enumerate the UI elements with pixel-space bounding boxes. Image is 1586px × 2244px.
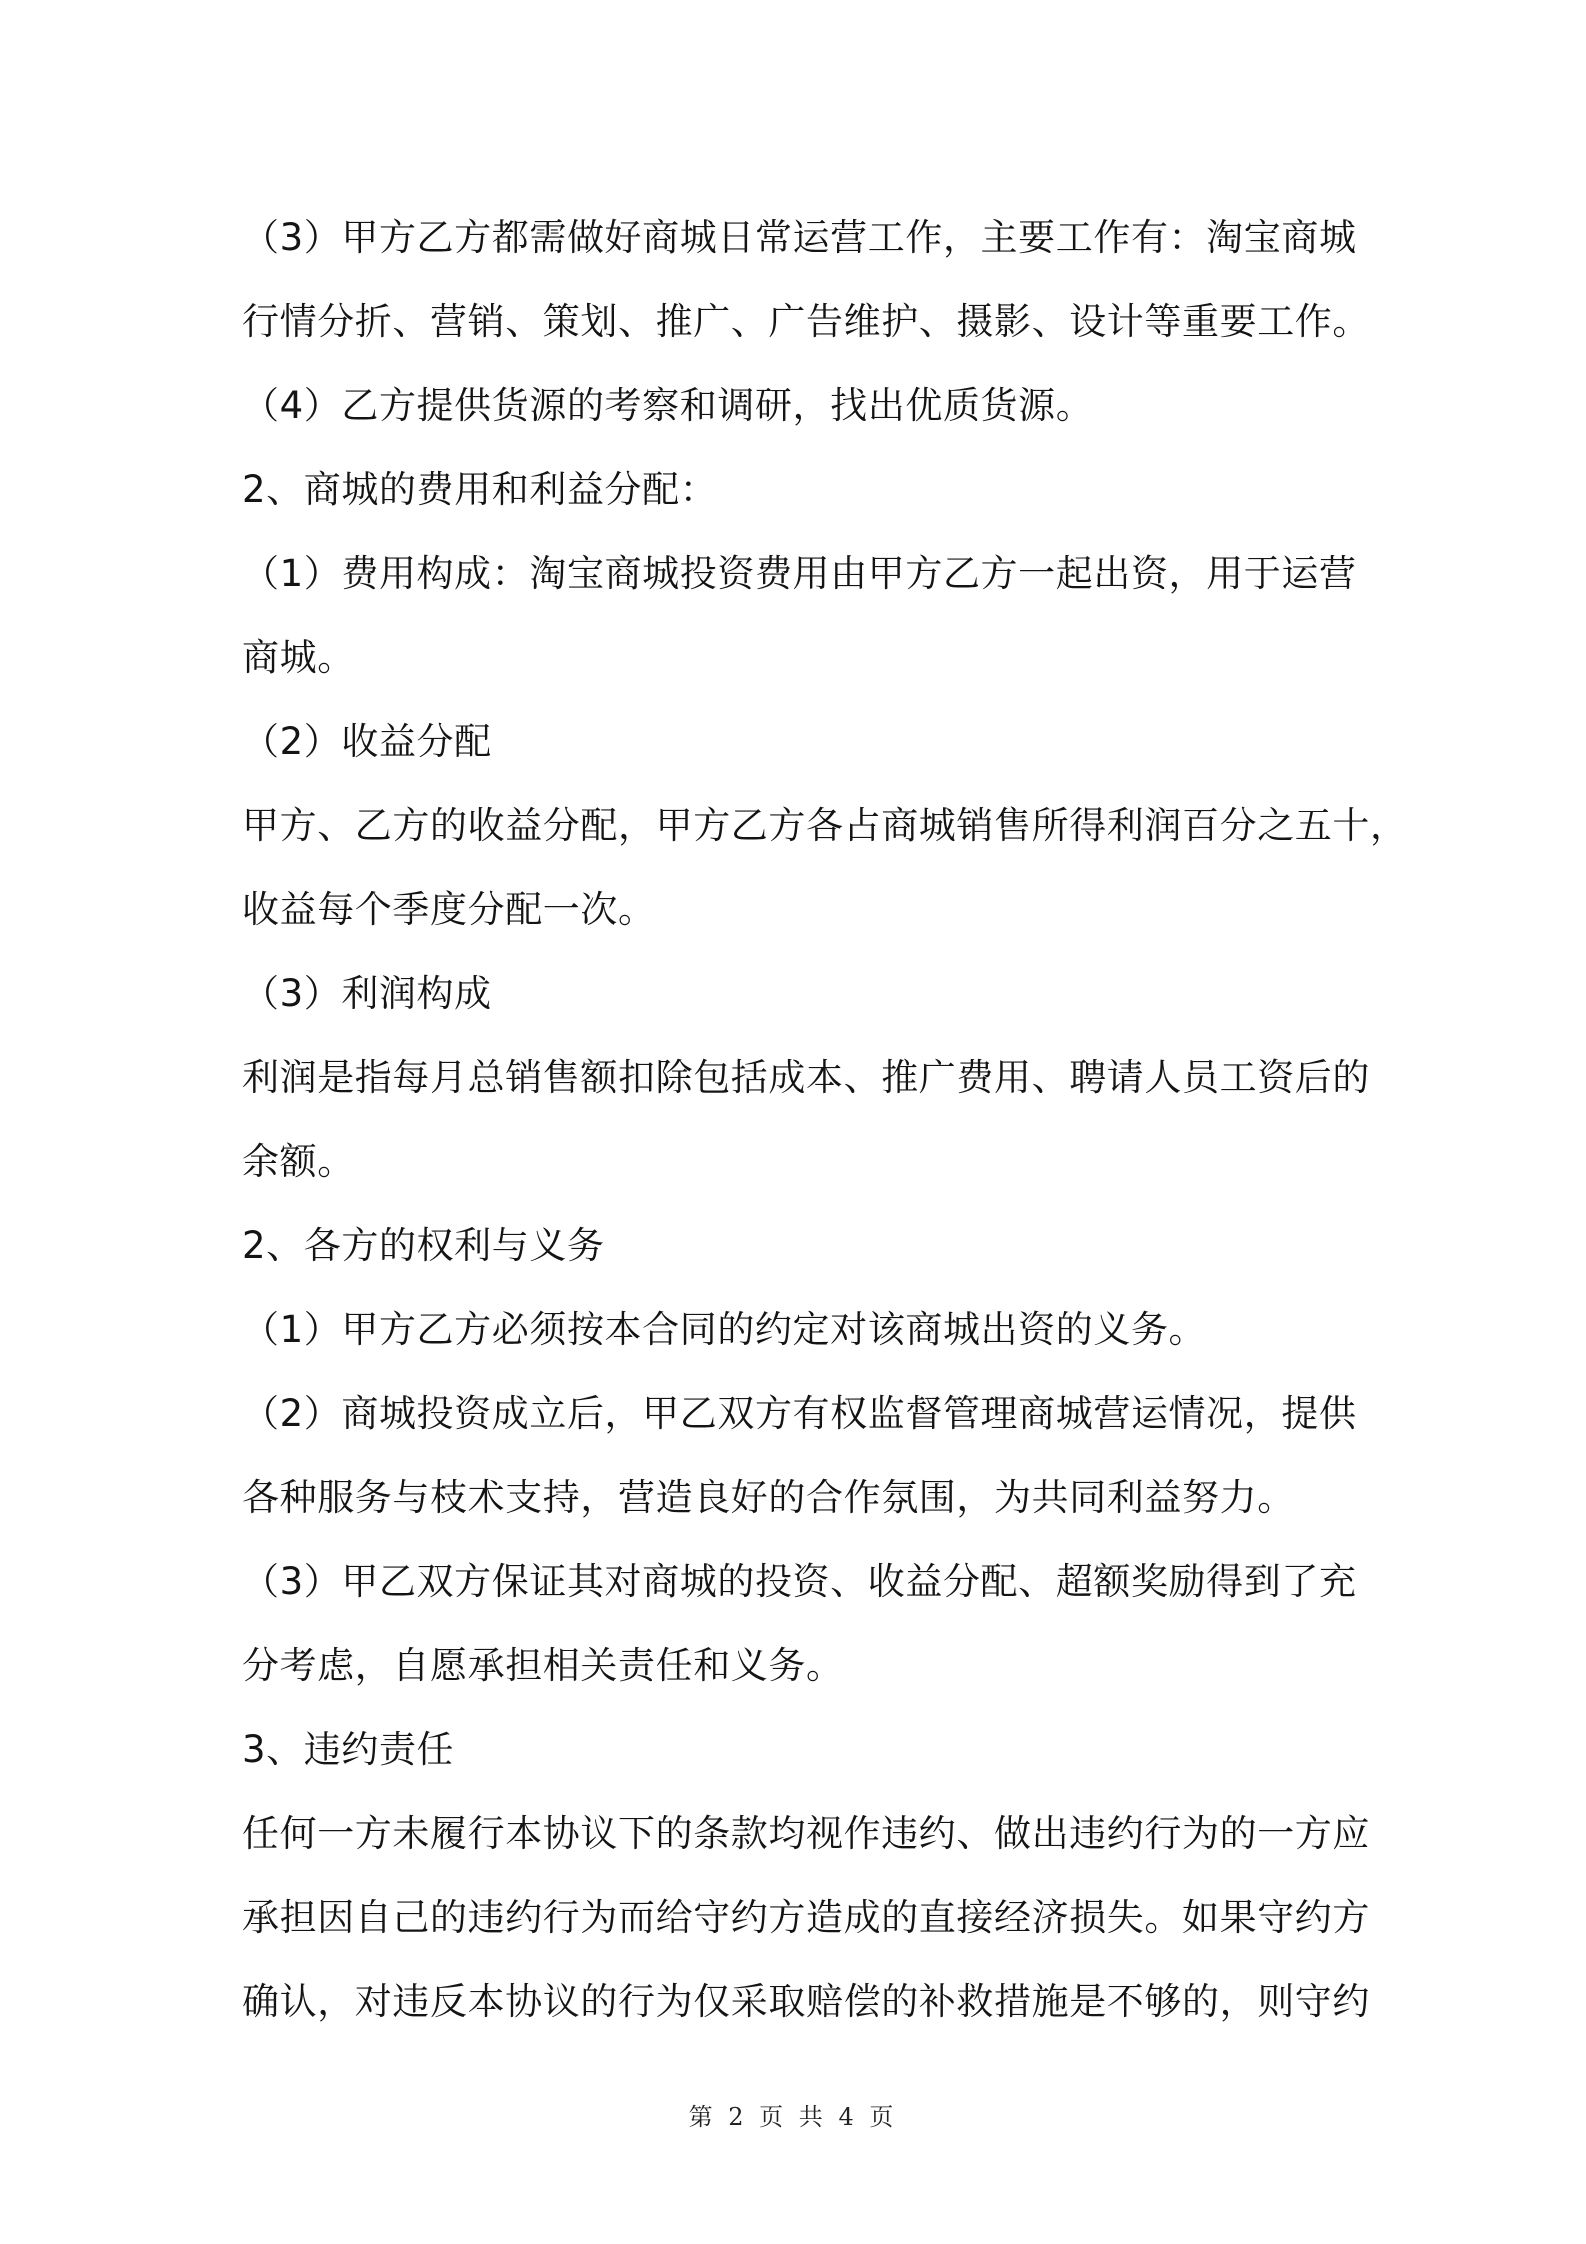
text-line: 甲方、乙方的收益分配，甲方乙方各占商城销售所得利润百分之五十，: [242, 804, 1408, 847]
text-line: 分考虑，自愿承担相关责任和义务。: [242, 1644, 844, 1687]
page-number-footer: 第 2 页 共 4 页: [688, 2103, 898, 2131]
section-heading: 2、商城的费用和利益分配：: [242, 468, 718, 511]
section-heading: 2、各方的权利与义务: [242, 1224, 605, 1267]
text-line: 利润是指每月总销售额扣除包括成本、推广费用、聘请人员工资后的: [242, 1056, 1370, 1099]
text-line: （3）甲乙双方保证其对商城的投资、收益分配、超额奖励得到了充: [242, 1560, 1357, 1603]
text-line: （1）费用构成：淘宝商城投资费用由甲方乙方一起出资，用于运营: [242, 552, 1357, 595]
section-heading: 3、违约责任: [242, 1728, 455, 1771]
text-line: 确认，对违反本协议的行为仅采取赔偿的补救措施是不够的，则守约: [242, 1980, 1370, 2023]
text-line: （4）乙方提供货源的考察和调研，找出优质货源。: [242, 384, 1094, 427]
text-line: 承担因自己的违约行为而给守约方造成的直接经济损失。如果守约方: [242, 1896, 1370, 1939]
document-body: [242, 196, 1408, 2044]
text-line: 收益每个季度分配一次。: [242, 888, 656, 931]
text-line: 余额。: [242, 1140, 355, 1183]
text-line: 行情分折、营销、策划、推广、广告维护、摄影、设计等重要工作。: [242, 300, 1370, 343]
subsection-heading: （3）利润构成: [242, 972, 492, 1015]
text-line: （1）甲方乙方必须按本合同的约定对该商城出资的义务。: [242, 1308, 1207, 1351]
text-line: （2）商城投资成立后，甲乙双方有权监督管理商城营运情况，提供: [242, 1392, 1357, 1435]
text-line: 各种服务与枝术支持，营造良好的合作氛围，为共同利益努力。: [242, 1476, 1295, 1519]
text-line: （3）甲方乙方都需做好商城日常运营工作，主要工作有：淘宝商城: [242, 216, 1357, 259]
text-line: 商城。: [242, 636, 355, 679]
subsection-heading: （2）收益分配: [242, 720, 492, 763]
text-line: 任何一方未履行本协议下的条款均视作违约、做出违约行为的一方应: [242, 1812, 1370, 1855]
